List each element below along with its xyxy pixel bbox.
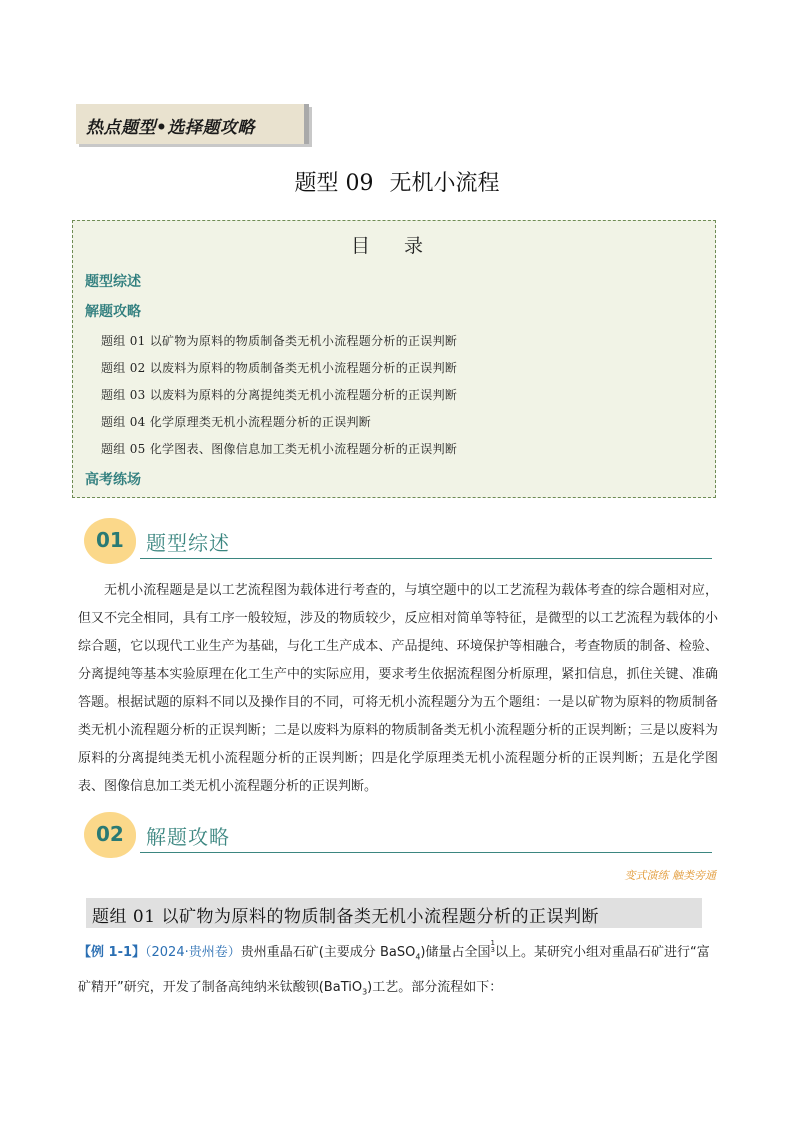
- example-text-4: )工艺。部分流程如下：: [367, 979, 503, 995]
- title-main: 无机小流程: [389, 171, 500, 196]
- toc-title: 目 录: [350, 235, 438, 257]
- section-heading-overview: [80, 518, 712, 564]
- example-1-1: [78, 938, 718, 1007]
- group-heading: 题组 01 以矿物为原料的物质制备类无机小流程题分析的正误判断: [92, 907, 599, 927]
- toc-link-practice[interactable]: 高考练场: [85, 472, 141, 488]
- example-text-2: )储量占全国: [420, 945, 491, 960]
- section-number: 01: [96, 528, 124, 552]
- toc-item-group-03[interactable]: 题组 03 以废料为原料的分离提纯类无机小流程题分析的正误判断: [101, 388, 458, 402]
- example-source: （2024·贵州卷）: [145, 945, 241, 960]
- toc-item-group-04[interactable]: 题组 04 化学原理类无机小流程题分析的正误判断: [101, 415, 372, 429]
- overview-paragraph: [78, 577, 718, 801]
- subscript: 3: [362, 987, 368, 997]
- example-text-3: 以上。某研究小组对重晶石矿进行“富矿精开”研究，开发了制备高纯纳米钛酸钡(BaTiO: [78, 945, 710, 995]
- tagline: 变式演练 触类旁通: [624, 869, 716, 882]
- toc-link-strategy[interactable]: 解题攻略: [85, 304, 141, 320]
- toc-item-group-02[interactable]: 题组 02 以废料为原料的物质制备类无机小流程题分析的正误判断: [101, 361, 458, 375]
- table-of-contents: [72, 220, 716, 498]
- section-number: 02: [96, 822, 124, 846]
- section-title: 解题攻略: [146, 825, 230, 849]
- toc-item-group-01[interactable]: 题组 01 以矿物为原料的物质制备类无机小流程题分析的正误判断: [101, 334, 458, 348]
- section-divider: [140, 852, 712, 853]
- banner-text: 热点题型•选择题攻略: [86, 118, 255, 138]
- section-title: 题型综述: [146, 531, 230, 555]
- toc-link-overview[interactable]: 题型综述: [85, 274, 141, 290]
- title-prefix: 题型 09: [294, 171, 374, 196]
- fraction-numerator: 1: [490, 939, 495, 947]
- example-label: 【例 1-1】: [78, 945, 146, 960]
- section-divider: [140, 558, 712, 559]
- fraction-denominator: 3: [490, 946, 495, 954]
- group-heading-bar: [86, 898, 702, 928]
- toc-item-group-05[interactable]: 题组 05 化学图表、图像信息加工类无机小流程题分析的正误判断: [101, 442, 458, 456]
- page-title: [0, 166, 794, 197]
- overview-text: 无机小流程题是是以工艺流程图为载体进行考查的，与填空题中的以工艺流程为载体考查的综合题相对应，但又不完全相同，具有工序一般较短，涉及的物质较少，反应相对简单等特征，是微型的以工艺流程为载体的小综合题，它以现代工业生产为基础，与化工生产成本、产品提纯、环境保护等相融合，考查物质的制备、检验、分离提纯等基本实验原理在化工生产中的实际应用，要求考生依据流程图分析原理，紧扣信息，抓住关键、准确答题。根据试题的原料不同以及操作目的不同，可将无机小流程题分为五个题组：一是以矿物为原料的物质制备类无机小流程题分析的正误判断；二是以废料为原料的物质制备类无机小流程题分析的正误判断；三是以废料为原料的分离提纯类无机小流程题分析的正误判断；四是化学原理类无机小流程题分析的正误判断；五是化学图表、图像信息加工类无机小流程题分析的正误判断。: [78, 583, 718, 794]
- subscript: 4: [415, 952, 421, 962]
- example-text-1: 贵州重晶石矿(主要成分 BaSO: [240, 945, 416, 960]
- header-banner: [76, 104, 309, 144]
- section-heading-strategy: [80, 812, 712, 858]
